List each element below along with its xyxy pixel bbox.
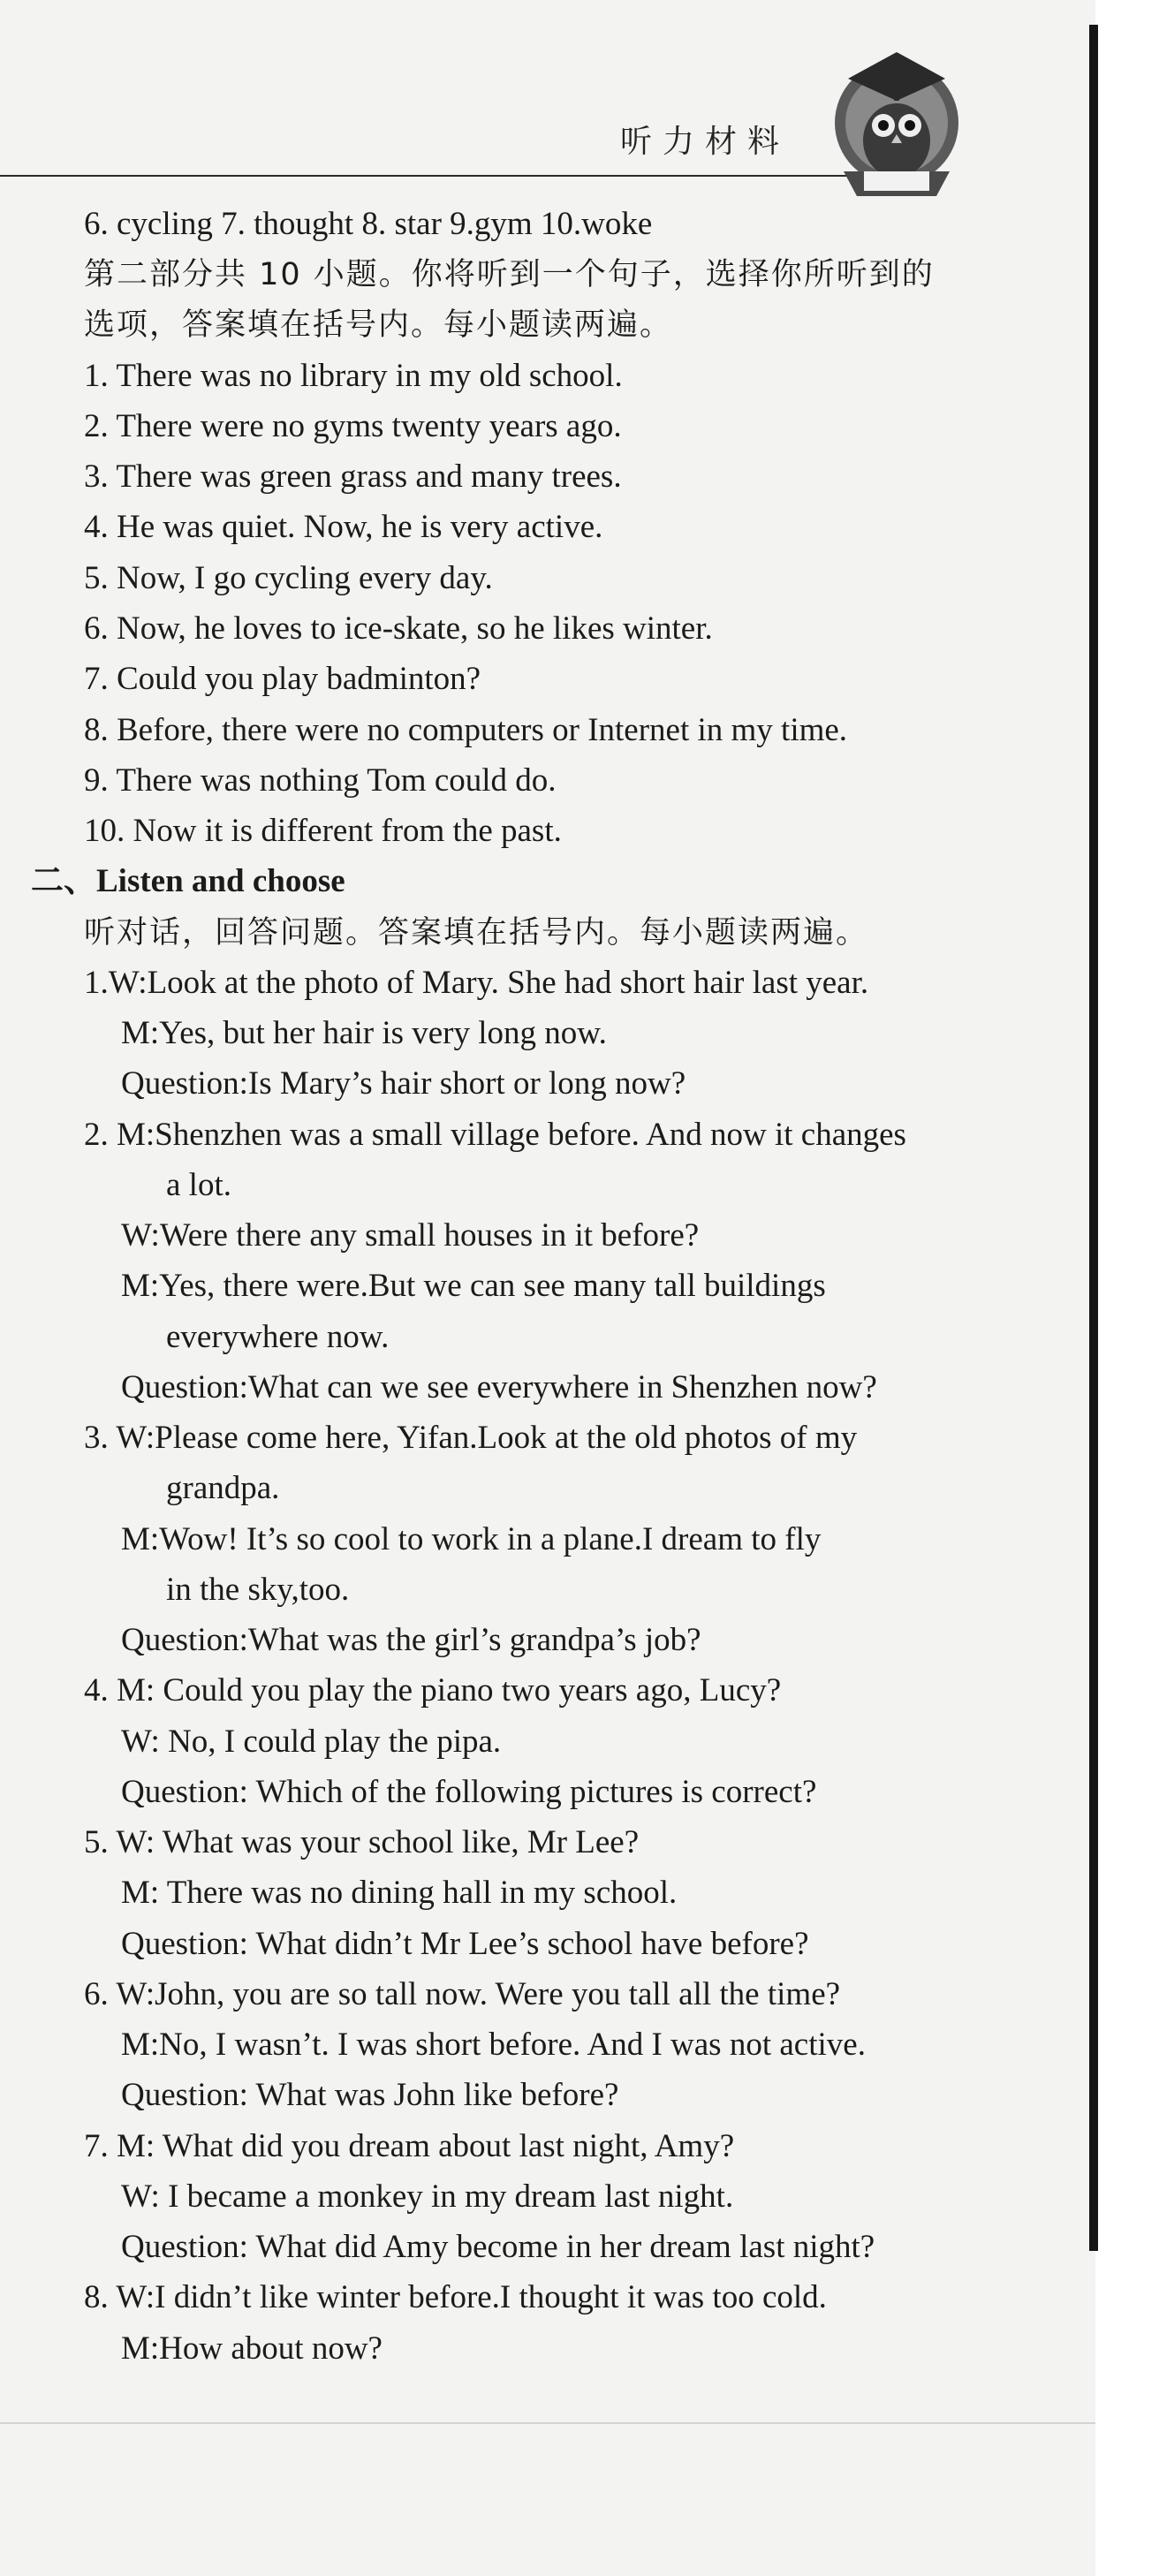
dialogue-line: 7. M: What did you dream about last night, Amy? xyxy=(84,2128,735,2164)
dialogue-line: M: There was no dining hall in my school. xyxy=(121,1875,678,1911)
dialogue-line: Question: What didn’t Mr Lee’s school have before? xyxy=(121,1926,809,1962)
sentence-item: 7. Could you play badminton? xyxy=(84,661,481,697)
dialogue-line: W: I became a monkey in my dream last night. xyxy=(121,2178,734,2215)
bottom-rule xyxy=(0,2422,1095,2424)
sentence-item: 9. There was nothing Tom could do. xyxy=(84,762,557,799)
dialogue-line: everywhere now. xyxy=(166,1319,390,1355)
section-title: 二、Listen and choose xyxy=(31,863,345,899)
dialogue-line: a lot. xyxy=(166,1167,231,1203)
sentence-item: 6. Now, he loves to ice-skate, so he likes winter. xyxy=(84,610,713,647)
dialogue-line: M:Yes, there were.But we can see many tall buildings xyxy=(121,1268,826,1304)
dialogue-line: 1.W:Look at the photo of Mary. She had short hair last year. xyxy=(84,965,869,1001)
page-edge xyxy=(1095,0,1159,2576)
sentence-item: 1. There was no library in my old school. xyxy=(84,358,623,394)
header-title: 听力材料 xyxy=(620,124,791,159)
dialogue-line: W:Were there any small houses in it before? xyxy=(121,1217,700,1254)
dialogue-line: 8. W:I didn’t like winter before.I thought it was too cold. xyxy=(84,2279,827,2315)
sentence-item: 2. There were no gyms twenty years ago. xyxy=(84,408,622,444)
dialogue-line: M:Yes, but her hair is very long now. xyxy=(121,1015,607,1051)
dialogue-line: grandpa. xyxy=(166,1470,280,1506)
dialogue-line: M:How about now? xyxy=(121,2330,383,2367)
dialogue-line: 2. M:Shenzhen was a small village before. And now it changes xyxy=(84,1117,906,1153)
sentence-item: 4. He was quiet. Now, he is very active. xyxy=(84,509,603,545)
part2-instruction-line2: 选项，答案填在括号内。每小题读两遍。 xyxy=(84,307,673,343)
dialogue-line: W: No, I could play the pipa. xyxy=(121,1724,502,1760)
sentence-item: 8. Before, there were no computers or Internet in my time. xyxy=(84,712,848,748)
dialogue-line: M:Wow! It’s so cool to work in a plane.I dream to fly xyxy=(121,1521,822,1557)
owl-graduate-icon xyxy=(822,39,972,207)
dialogue-line: Question:What can we see everywhere in Shenzhen now? xyxy=(121,1369,877,1405)
section-instruction: 听对话，回答问题。答案填在括号内。每小题读两遍。 xyxy=(84,915,869,951)
dialogue-line: Question: Which of the following pictures is correct? xyxy=(121,1774,817,1810)
part1-answer-tail: 6. cycling 7. thought 8. star 9.gym 10.woke xyxy=(84,206,653,242)
sentence-item: 10. Now it is different from the past. xyxy=(84,813,562,849)
binding-edge-bar xyxy=(1089,25,1098,2251)
header-rule xyxy=(0,175,857,177)
dialogue-line: M:No, I wasn’t. I was short before. And I was not active. xyxy=(121,2027,866,2063)
dialogue-line: in the sky,too. xyxy=(166,1572,350,1608)
dialogue-line: Question:Is Mary’s hair short or long now? xyxy=(121,1065,686,1102)
dialogue-line: 5. W: What was your school like, Mr Lee? xyxy=(84,1824,640,1860)
dialogue-line: 6. W:John, you are so tall now. Were you tall all the time? xyxy=(84,1976,841,2012)
part2-instruction-line1: 第二部分共 10 小题。你将听到一个句子，选择你所听到的 xyxy=(84,257,935,292)
dialogue-line: 4. M: Could you play the piano two years ago, Lucy? xyxy=(84,1672,782,1708)
dialogue-line: 3. W:Please come here, Yifan.Look at the old photos of my xyxy=(84,1420,858,1456)
dialogue-line: Question:What was the girl’s grandpa’s job? xyxy=(121,1622,701,1658)
dialogue-line: Question: What was John like before? xyxy=(121,2077,619,2113)
sentence-item: 3. There was green grass and many trees. xyxy=(84,458,622,495)
sentence-item: 5. Now, I go cycling every day. xyxy=(84,560,493,596)
dialogue-line: Question: What did Amy become in her dream last night? xyxy=(121,2229,875,2265)
